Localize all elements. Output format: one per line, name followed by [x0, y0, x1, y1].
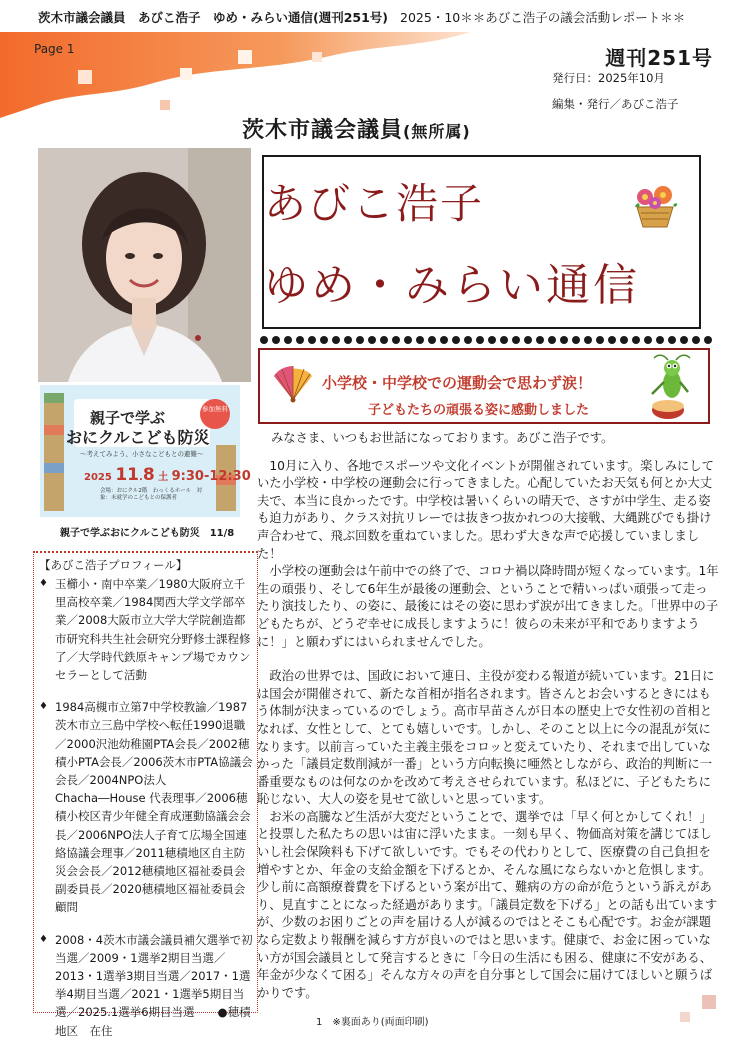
divider-dot	[608, 336, 616, 344]
corner-decoration	[702, 995, 716, 1009]
divider-dot	[260, 336, 268, 344]
flower-basket-icon	[629, 179, 681, 231]
divider-dot	[296, 336, 304, 344]
divider-dot	[308, 336, 316, 344]
flyer-caption: 親子で学ぶおにクルこども防災 11/8	[60, 528, 235, 539]
page-number: 1	[316, 1017, 323, 1028]
festival-fan-icon	[270, 360, 316, 406]
flyer-subtitle: 〜考えてみよう、小さなこどもとの避難〜	[80, 450, 204, 458]
profile-list	[39, 575, 253, 1040]
divider-dot	[368, 336, 376, 344]
flyer-title1: 親子で学ぶ	[90, 409, 166, 427]
divider-dot	[428, 336, 436, 344]
issue-number: 週刊251号	[605, 46, 713, 70]
divider-dot	[512, 336, 520, 344]
divider-dot	[680, 336, 688, 344]
divider-dot	[476, 336, 484, 344]
divider-dot	[656, 336, 664, 344]
divider-dot	[440, 336, 448, 344]
flyer-footnote: 会場：おにクル2階 わっくるホール 対象：未就学のこどもとの保護者	[100, 488, 203, 501]
divider-dot	[416, 336, 424, 344]
flyer-year: 2025	[84, 472, 112, 483]
headline-box	[258, 348, 710, 424]
divider-dot	[704, 336, 712, 344]
headline-sub: 子どもたちの頑張る姿に感動しました	[368, 403, 590, 418]
bousai-event-flyer	[40, 385, 251, 517]
divider-dot	[644, 336, 652, 344]
divider-dot	[596, 336, 604, 344]
divider-dot	[560, 336, 568, 344]
header-title: 茨木市議会議員 あびこ浩子 ゆめ・みらい通信(週刊251号)	[38, 10, 389, 25]
page-footer	[316, 1013, 429, 1028]
profile-item-career: ♦ 1984高槻市立第7中学校教諭／1987茨木市立三島中学校へ転任1990退職／2000沢池幼稚園PTA会長／2002穂積小PTA会長／2006茨木市PTA協議会会長／2004NPO法人Chacha―House 代表理事／2006穂積小校区青少年健全育成運動協議会会長／2006NPO法人子育て広場全国連絡協議会理事／2011穂積地区自主防災会会長／2012穂積地区福祉委員会副委員長／2020穂積地区福祉委員会顧問	[39, 698, 253, 916]
divider-dot	[572, 336, 580, 344]
newsletter-title-line1: あびこ浩子	[264, 179, 485, 228]
cricket-drummer-icon	[638, 354, 698, 422]
paragraph-rice-prices: お米の高騰など生活が大変だということで、選挙では「早く何とかしてくれ！」と投票した私たちの思いは宙に浮いたまま。一刻も早く、物価高対策を講じてほしいし社会保険料も下げて欲しいです。でもその代わりとして、医療費の自己負担を増やすとか、年金の支給金額を下げるとか、そんな風にならないかと危惧します。少し前に高額療養費を下げるという案が出て、難病の方の命が危うという訴えがあり、見直すことになった経過があります。「議員定数を下げる」との話も出ていますが、少数のお困りごとの声を届ける人が減るのではとそこも心配です。お金が課題なら定数より報酬を減らす方が良いのではと思います。健康で、お金に困っていない方が国会議員として発言するときに「今日の生活にも困る、健康に不安がある、年金が少なくて困る」そんな方々の声を自分事として国会に届けてほしいと願うばかりです。	[257, 809, 718, 1000]
newsletter-title-line2: ゆめ・みらい通信	[264, 260, 640, 311]
flyer-dow: 土	[158, 472, 169, 483]
portrait-photo	[38, 148, 251, 382]
divider-dot	[392, 336, 400, 344]
divider-dot	[584, 336, 592, 344]
flyer-time: 9:30-12:30	[171, 469, 251, 484]
divider-dot	[344, 336, 352, 344]
divider-dot	[620, 336, 628, 344]
publish-date: 発行日：2025年10月	[552, 71, 665, 85]
divider-dot	[488, 336, 496, 344]
corner-decoration	[680, 1012, 690, 1022]
divider-dot	[536, 336, 544, 344]
paragraph-politics: 政治の世界では、国政において連日、主役が変わる報道が続いています。21日には国会が開催されて、新たな首相が指名されます。皆さんとお会いするときにはもう体制が決まっているのでしょう。高市早苗さんが日本の歴史上で女性初の首相となれば、女性として、とても嬉しいです。しかし、そのこと以上に今の混乱が気になります。以前言っていた主義主張をコロッと変えていたり、それまで出していなかった「議員定数削減が一番」という方向転換に唖然としながら、政治的判断に一番重要なものは何なのかを改めて考えさせられています。私ほどに、子どもたちに恥じない、大人の姿を見せて欲しいと思っています。	[257, 669, 715, 807]
divider-dot	[404, 336, 412, 344]
flyer-day: 8	[142, 465, 155, 485]
headline-main: 小学校・中学校での運動会で思わず涙！	[322, 374, 593, 392]
divider-dot	[500, 336, 508, 344]
divider-dot	[692, 336, 700, 344]
print-note: ※裏面あり(両面印刷)	[332, 1017, 429, 1028]
profile-item-education: ♦ 玉櫛小・南中卒業／1980大阪府立千里高校卒業／1984関西大学文学部卒業／2008大阪市立大学大学院創造都市研究科共生社会研究分野修士課程修了／大学時代鉄原キャンプ場でカウンセラーとして活動	[39, 575, 253, 684]
paragraph-sports-day: 10月に入り、各地でスポーツや文化イベントが開催されています。楽しみにしていた小学校・中学校の運動会に行ってきました。心配していたお天気も何とか大丈夫で、本当に良かったです。中学校は暑いくらいの晴天で、さすが中学生、走る姿も迫力があり、クラス対抗リレーでは抜きつ抜かれつの大接戦、大縄跳びでも掛け声合わせて、飛ぶ回数を重ねていました。思わず大きな声で応援していましました！	[257, 458, 714, 561]
profile-box	[33, 551, 258, 1038]
divider-dot	[380, 336, 388, 344]
profile-title: 【あびこ浩子プロフィール】	[39, 558, 188, 572]
divider-dot	[356, 336, 364, 344]
flyer-date: 2025 11.8 土 9:30-12:30	[84, 465, 251, 485]
flyer-month: 11	[115, 465, 139, 485]
divider-dot	[284, 336, 292, 344]
header-date-line: 2025・10＊＊あびこ浩子の議会活動レポート＊＊	[400, 10, 686, 25]
editor-line: 編集・発行／あびこ浩子	[552, 97, 679, 111]
flyer-title2: おにクルこども防災	[66, 428, 210, 447]
article-body	[257, 430, 719, 1002]
divider-dot	[668, 336, 676, 344]
divider-dot	[524, 336, 532, 344]
paragraph-elementary: 小学校の運動会は午前中での終了で、コロナ禍以降時間が短くなっています。1年生の頑張り、そして6年生が最後の運動会、ということで精いっぱい頑張って走ったり演技したり、の姿に、最後にはその姿に思わず涙が出てきました。「世界中の子どもたちが、どうぞ幸せに成長しますように！彼らの未来が平和でありますように！」と願わずにはいられませんでした。	[257, 564, 719, 649]
divider-dot	[452, 336, 460, 344]
member-title-text: 茨木市議会議員	[242, 118, 404, 143]
divider-dot	[548, 336, 556, 344]
free-badge: 参加無料	[200, 399, 230, 429]
greeting: みなさま、いつもお世話になっております。あびこ浩子です。	[271, 431, 614, 445]
newsletter-title-box	[262, 155, 701, 329]
page-label: Page 1	[34, 42, 75, 56]
member-affiliation: (無所属)	[403, 122, 471, 141]
divider-dot	[332, 336, 340, 344]
divider-dot	[464, 336, 472, 344]
profile-item-elections: ♦ 2008・4茨木市議会議員補欠選挙で初当選／2009・1選挙2期目当選／2013・1選挙3期目当選／2017・1選挙4期目当選／2021・1選挙5期目当選／2025.1選挙6期目当選 ●穂積地区 在住	[39, 931, 253, 1040]
divider-dot	[320, 336, 328, 344]
divider-dot	[632, 336, 640, 344]
divider-dot	[272, 336, 280, 344]
member-title	[242, 113, 471, 144]
dotted-divider	[258, 334, 714, 346]
header-line	[38, 8, 728, 26]
